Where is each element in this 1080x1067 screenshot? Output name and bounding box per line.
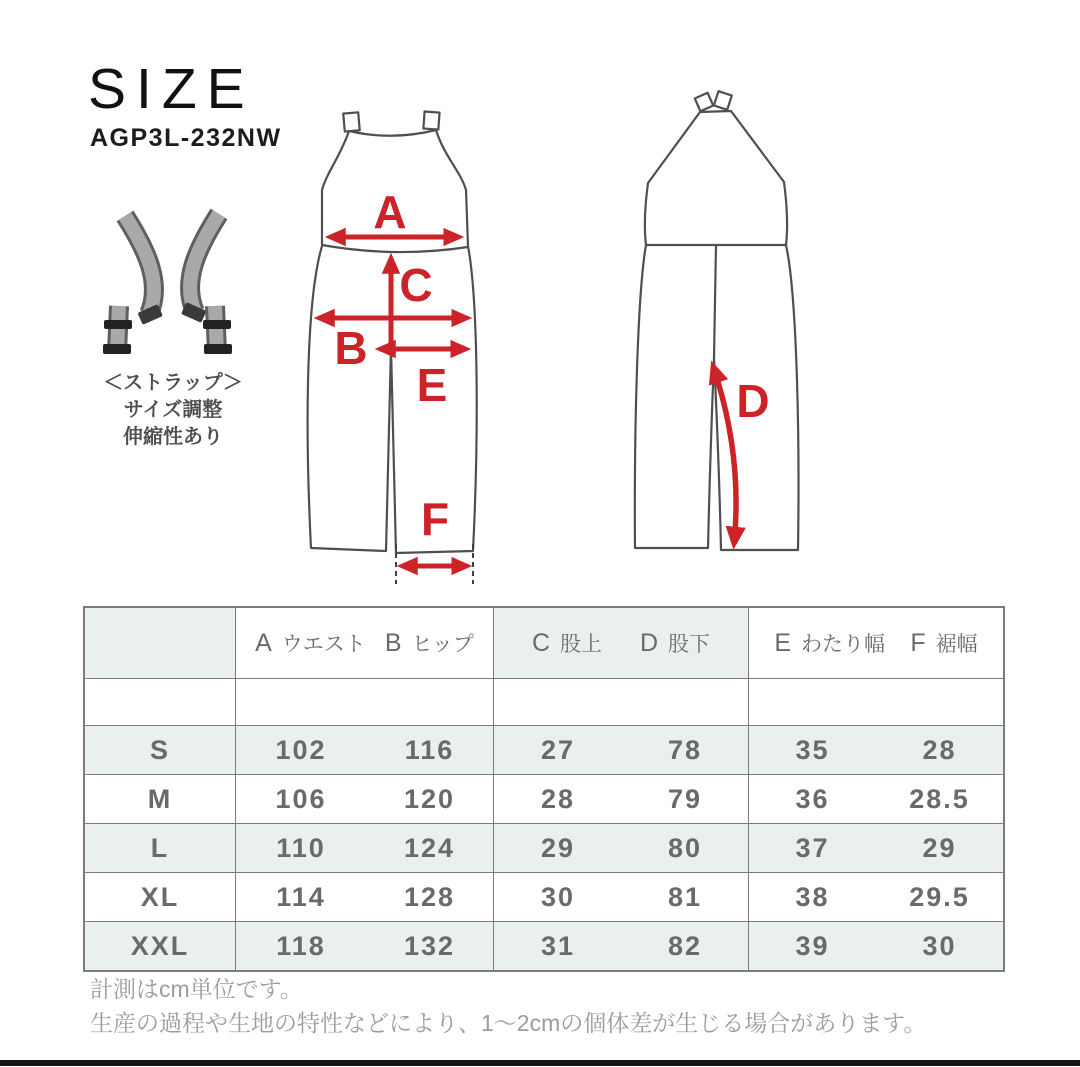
value-hip: 120: [366, 775, 494, 823]
value-rise: 28: [540, 783, 576, 814]
header-name: ウエスト: [281, 633, 366, 656]
table-row: [85, 824, 1003, 873]
value-inseam: 80: [622, 824, 749, 872]
measurement-label-e: E: [416, 359, 448, 411]
value-hem: 30: [876, 922, 1003, 970]
model-number: AGP3L-232NW: [90, 124, 282, 152]
footer-notes: [90, 972, 1030, 1040]
value-inseam: 78: [622, 726, 749, 774]
measurement-label-b: B: [334, 322, 368, 374]
table-spacer-row: [85, 679, 1003, 726]
value-rise: 29: [494, 824, 622, 872]
table-row: [85, 775, 1003, 824]
table-header-row: [85, 608, 1003, 679]
header-name: 裾幅: [935, 633, 978, 656]
header-name: 股下: [668, 633, 711, 656]
header-letter: F: [910, 629, 926, 657]
value-thigh: 36: [795, 783, 830, 814]
value-inseam: 81: [622, 873, 749, 921]
value-thigh: 38: [795, 881, 830, 912]
value-hip: 132: [366, 922, 494, 970]
bottom-divider: [0, 1060, 1080, 1066]
size-table: [83, 606, 1005, 972]
header-group-ab: [236, 608, 494, 678]
header-group-cd: [494, 608, 749, 678]
value-hip: 116: [366, 726, 494, 774]
page-title: SIZE: [88, 57, 255, 121]
strap-caption-line: サイズ調整: [123, 399, 223, 421]
strap-illustration-icon: [103, 214, 232, 354]
size-label: XXL: [85, 922, 236, 970]
note-tolerance: 生産の過程や生地の特性などにより、1〜2cmの個体差が生じる場合があります。: [90, 1010, 927, 1036]
measurement-label-f: F: [420, 493, 450, 545]
spacer-cell: [236, 679, 494, 725]
value-waist: 102: [236, 726, 366, 774]
value-rise: 31: [494, 922, 622, 970]
header-letter: B: [384, 629, 402, 657]
measurement-label-d: D: [736, 375, 770, 427]
value-rise: 27: [494, 726, 622, 774]
header-letter: A: [255, 629, 272, 657]
measurement-label-c: C: [399, 259, 433, 311]
header-letter: D: [639, 629, 659, 657]
value-rise: 30: [540, 881, 576, 912]
value-hip: 128: [366, 873, 494, 921]
value-inseam: 82: [622, 922, 749, 970]
spacer-cell: [85, 679, 236, 725]
value-hem: 28: [876, 726, 1003, 774]
header-letter: C: [531, 629, 551, 657]
value-thigh: 35: [749, 726, 876, 774]
table-row: [85, 922, 1003, 970]
header-group-ef: [749, 608, 1003, 678]
value-waist: 110: [236, 824, 366, 872]
table-row: [85, 873, 1003, 922]
size-label: M: [85, 775, 236, 823]
note-units: 計測はcm単位です。: [90, 976, 303, 1002]
value-waist: 118: [236, 922, 366, 970]
value-hem: 29.5: [909, 881, 970, 912]
table-row: [85, 726, 1003, 775]
header-name: ヒップ: [411, 633, 474, 656]
value-inseam: 79: [622, 775, 749, 823]
value-thigh: 37: [749, 824, 876, 872]
value-hip: 124: [366, 824, 494, 872]
size-label: L: [85, 824, 236, 872]
header-name: 股上: [560, 633, 603, 656]
strap-caption: [78, 370, 268, 451]
strap-caption-line: ＜ストラップ＞: [103, 372, 243, 394]
size-label: XL: [85, 873, 236, 921]
table-corner-cell: [85, 608, 236, 678]
header-pair: [385, 628, 474, 658]
strap-caption-line: 伸縮性あり: [123, 426, 223, 448]
measurement-label-a: A: [373, 186, 407, 238]
spacer-cell: [749, 679, 1003, 725]
header-pair: [774, 628, 885, 658]
value-waist: 114: [276, 881, 326, 912]
spacer-cell: [494, 679, 749, 725]
header-pair: [255, 628, 366, 658]
value-hem: 28.5: [909, 783, 970, 814]
header-pair: [532, 628, 602, 658]
value-hem: 29: [876, 824, 1003, 872]
value-thigh: 39: [749, 922, 876, 970]
header-letter: E: [774, 629, 792, 657]
value-waist: 106: [275, 783, 327, 814]
header-name: わたり幅: [801, 633, 886, 656]
header-pair: [640, 628, 710, 658]
header-pair: [910, 628, 977, 658]
size-label: S: [85, 726, 236, 774]
back-view-drawing: [635, 91, 799, 550]
